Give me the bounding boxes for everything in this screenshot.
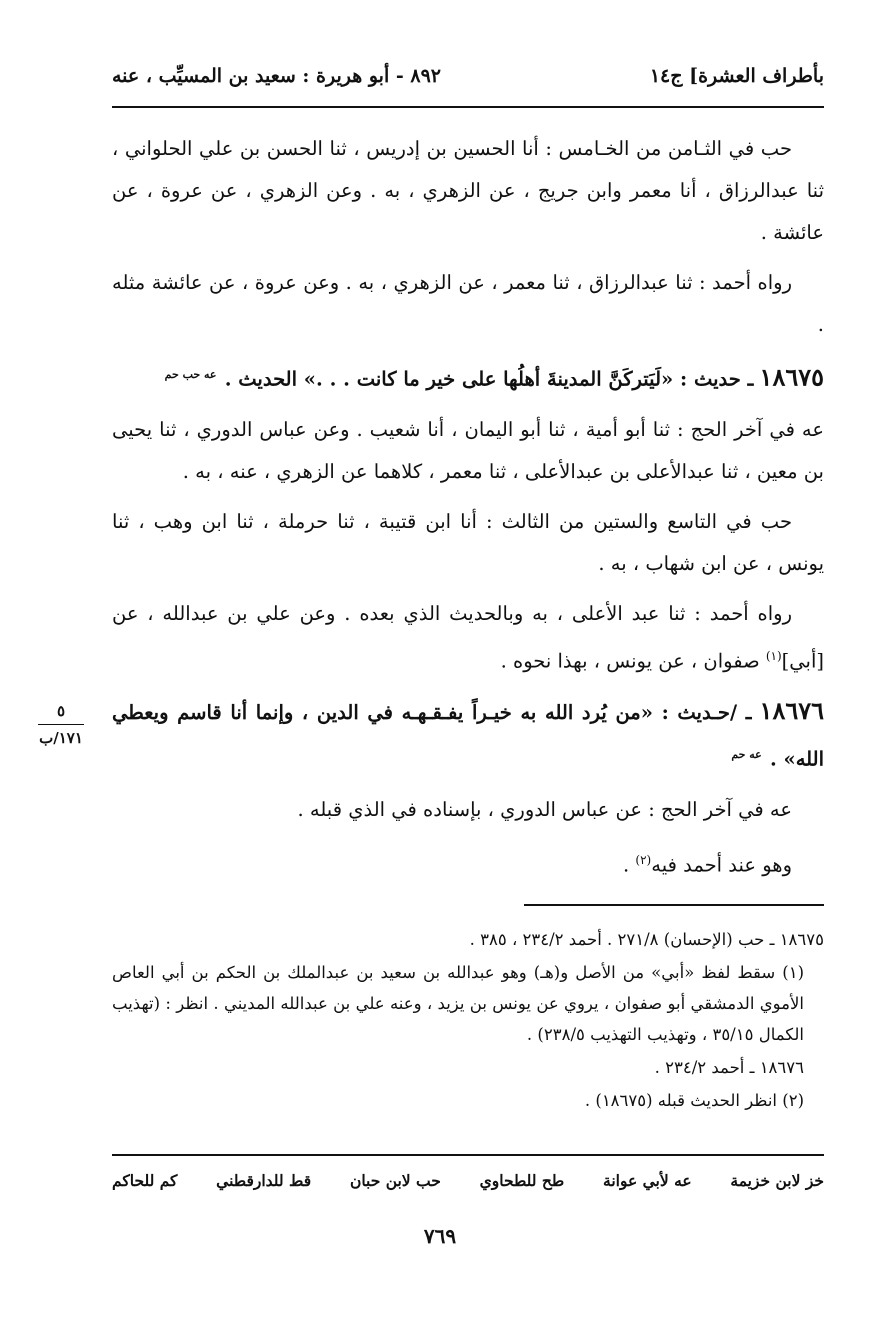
hadith-text: ـ حديث : «لَيَتركَنَّ المدينةَ أهلُها على خير ما كانت . . .» الحديث . — [224, 367, 754, 391]
header-rule — [112, 106, 824, 108]
footnote: ١٨٦٧٦ ـ أحمد ٢٣٤/٢ . — [654, 1058, 804, 1077]
header-book: بأطراف العشرة] ج١٤ — [649, 65, 824, 87]
footnote: (١) سقط لفظ «أبي» من الأصل و(هـ) وهو عبدالله بن سعيد بن عبدالملك بن الحكم بن أبي العاص الأموي الدمشقي أبو صفوان ، يروي عن يونس بن يزيد ، وعنه علي بن عبدالله المديني . انظر : (تهذيب الكمال ٣٥/١٥ ، وتهذيب التهذيب ٢٣٨/٥) . — [112, 963, 804, 1044]
footnote-ref: (٢) — [635, 852, 652, 867]
hadith-sigla: عه حم — [731, 748, 762, 761]
hadith-entry — [112, 690, 824, 781]
paragraph-text: وهو عند أحمد فيه — [651, 853, 792, 876]
footnotes — [112, 924, 824, 1118]
page-number: ٧٦٩ — [423, 1224, 457, 1248]
margin-note-top: ٥ — [56, 702, 66, 720]
paragraph-text: رواه أحمد : ثنا عبد الأعلى ، به وبالحديث الذي بعده . وعن علي بن عبدالله ، عن [أبي] — [112, 601, 824, 672]
header-section: ٨٩٢ - أبو هريرة : سعيد بن المسيِّب ، عنه — [112, 65, 441, 87]
paragraph: رواه أحمد : ثنا عبدالرزاق ، ثنا معمر ، عن الزهري ، به . وعن عروة ، عن عائشة مثله . — [112, 271, 824, 336]
abbrev-item: خز لابن خزيمة — [730, 1170, 824, 1190]
paragraph — [112, 839, 824, 887]
footnote: (٢) انظر الحديث قبله (١٨٦٧٥) . — [584, 1091, 804, 1110]
paragraph: حب في الثـامن من الخـامس : أنا الحسين بن إدريس ، ثنا الحسن بن علي الحلواني ، ثنا عبدالرزاق ، أنا معمر وابن جريج ، عن الزهري ، به . وعن الزهري ، عن عروة ، عن عائشة . — [112, 137, 824, 244]
footnote-rule — [524, 904, 824, 906]
paragraph-text: . — [623, 853, 636, 876]
paragraph: عه في آخر الحج : عن عباس الدوري ، بإسناده في الذي قبله . — [297, 797, 792, 821]
footnote: ١٨٦٧٥ ـ حب (الإحسان) ٢٧١/٨ . أحمد ٢٣٤/٢ ، ٣٨٥ . — [469, 930, 824, 949]
footnote-ref: (١) — [765, 648, 782, 663]
abbrev-item: قط للدارقطني — [216, 1170, 312, 1190]
margin-note-bottom: ١٧١/ب — [39, 729, 83, 747]
hadith-entry — [112, 354, 824, 401]
paragraph — [112, 593, 824, 683]
margin-note-bar — [38, 724, 84, 725]
hadith-sigla: عه حب حم — [164, 368, 217, 381]
abbrev-rule — [112, 1154, 824, 1156]
abbrev-item: طح للطحاوي — [479, 1170, 565, 1190]
paragraph: عه في آخر الحج : ثنا أبو أمية ، ثنا أبو اليمان ، أنا شعيب . وعن عباس الدوري ، ثنا يحيى بن معين ، ثنا عبدالأعلى بن عبدالأعلى ، ثنا معمر ، كلاهما عن الزهري ، عنه ، به . — [112, 417, 824, 483]
hadith-number: ١٨٦٧٦ — [759, 696, 824, 725]
abbrev-item: عه لأبي عوانة — [603, 1170, 692, 1190]
running-head — [112, 58, 824, 94]
margin-note — [30, 700, 92, 749]
abbrev-item: كم للحاكم — [112, 1170, 178, 1190]
hadith-text: ـ /حـديث : «من يُرد الله به خيـراً يفـقـهـه في الدين ، وإنما أنا قاسم ويعطي الله» . — [112, 701, 824, 771]
abbrev-item: حب لابن حبان — [349, 1170, 441, 1190]
paragraph-text: صفوان ، عن يونس ، بهذا نحوه . — [500, 649, 766, 672]
paragraph: حب في التاسع والستين من الثالث : أنا ابن قتيبة ، ثنا حرملة ، ثنا ابن وهب ، ثنا يونس ، عن ابن شهاب ، به . — [112, 509, 824, 575]
abbreviation-key — [112, 1164, 824, 1196]
hadith-number: ١٨٦٧٥ — [759, 362, 824, 392]
main-text — [112, 128, 824, 894]
